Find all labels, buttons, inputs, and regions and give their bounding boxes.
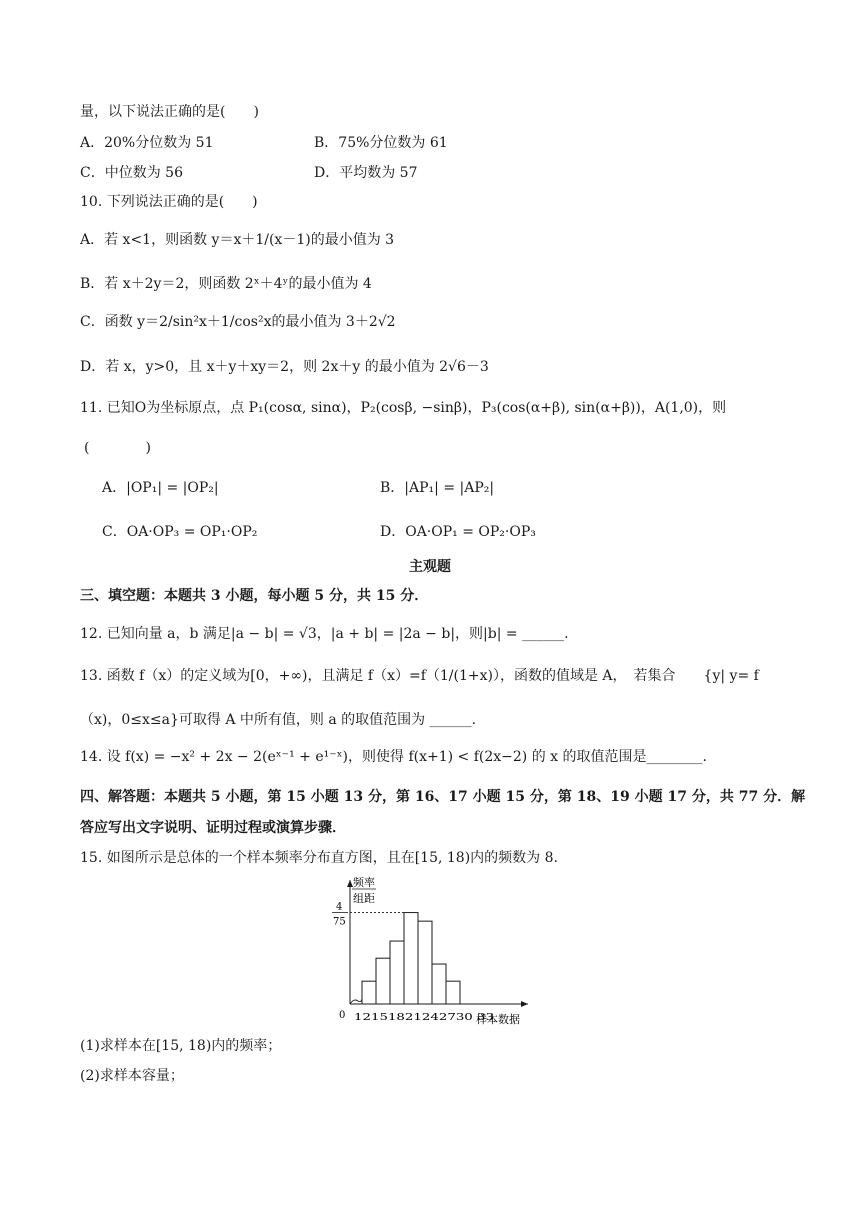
histogram-bar — [376, 958, 390, 1004]
q12: 12. 已知向量 a，b 满足|a − b| = √3，|a + b| = |2a − b|，则|b| = ______. — [80, 626, 569, 642]
q9-option-d: D．平均数为 57 — [314, 165, 418, 181]
histogram-svg — [326, 872, 534, 1028]
y-axis-label-top: 频率 — [353, 876, 375, 889]
q15-part-1: (1)求样本在[15, 18)内的频率； — [80, 1038, 282, 1054]
histogram-bar — [362, 981, 376, 1004]
q9-option-c: C．中位数为 56 — [80, 165, 183, 181]
subjective-title: 主观题 — [409, 559, 451, 575]
reference-label-numerator: 4 — [336, 901, 343, 913]
y-axis-label-bottom: 组距 — [353, 892, 375, 905]
axis-break-mark — [350, 999, 362, 1004]
q11-option-a: A．|OP₁| = |OP₂| — [102, 480, 219, 496]
q11-option-c: C．OA·OP₃ = OP₁·OP₂ — [102, 524, 258, 540]
q10-option-d: D．若 x，y>0，且 x＋y＋xy＝2，则 2x＋y 的最小值为 2√6－3 — [80, 359, 489, 375]
histogram-bar — [446, 981, 460, 1004]
section4-line2: 答应写出文字说明、证明过程或演算步骤． — [80, 820, 346, 836]
q10-option-b: B．若 x＋2y＝2，则函数 2ˣ＋4ʸ的最小值为 4 — [80, 276, 372, 292]
origin-label: 0 — [339, 1010, 346, 1021]
histogram-bar — [418, 921, 432, 1004]
histogram-bar — [404, 913, 418, 1004]
q11-paren: ( ) — [84, 440, 151, 456]
frequency-histogram — [326, 872, 534, 1028]
q9-stem-tail: 量，以下说法正确的是( ) — [80, 104, 259, 120]
x-axis-label: 样本数据 — [476, 1013, 520, 1026]
q13-line1: 13. 函数 f（x）的定义域为[0，+∞)，且满足 f（x）=f（1/(1+x)），函数的值域是 A， 若集合 {y| y= f — [80, 668, 759, 684]
q11-option-b: B．|AP₁| = |AP₂| — [380, 480, 495, 496]
q11-stem: 11. 已知O为坐标原点，点 P₁(cosα, sinα)，P₂(cosβ, −sinβ)，P₃(cos(α+β), sin(α+β))，A(1,0)，则 — [80, 400, 727, 416]
q9-option-b: B．75%分位数为 61 — [314, 135, 448, 151]
q9-option-a: A．20%分位数为 51 — [80, 135, 214, 151]
section4-line1: 四、解答题：本题共 5 小题，第 15 小题 13 分，第 16、17 小题 15 分，第 18、19 小题 17 分，共 77 分．解 — [80, 789, 806, 805]
reference-label-denominator: 75 — [333, 916, 346, 928]
q10-option-c: C．函数 y＝2/sin²x＋1/cos²x的最小值为 3＋2√2 — [80, 314, 396, 330]
section3-title: 三、填空题：本题共 3 小题，每小题 5 分，共 15 分． — [80, 588, 429, 604]
q10-option-a: A．若 x<1，则函数 y＝x＋1/(x－1)的最小值为 3 — [80, 232, 395, 248]
q13-line2: （x)，0≤x≤a}可取得 A 中所有值，则 a 的取值范围为 ______. — [80, 712, 477, 728]
histogram-bar — [390, 941, 404, 1004]
x-axis-arrow — [521, 1001, 528, 1007]
q15-stem: 15. 如图所示是总体的一个样本频率分布直方图，且在[15, 18)内的频数为 8. — [80, 850, 558, 866]
q15-part-2: (2)求样本容量； — [80, 1068, 184, 1084]
x-tick-labels: 12151821242730 33 — [354, 1012, 494, 1023]
q11-option-d: D．OA·OP₁ = OP₂·OP₃ — [380, 524, 536, 540]
q14: 14. 设 f(x) = −x² + 2x − 2(eˣ⁻¹ + e¹⁻ˣ)，则使得 f(x+1) < f(2x−2) 的 x 的取值范围是________. — [80, 749, 707, 765]
histogram-bar — [432, 964, 446, 1004]
q10-stem: 10. 下列说法正确的是( ) — [80, 194, 258, 210]
